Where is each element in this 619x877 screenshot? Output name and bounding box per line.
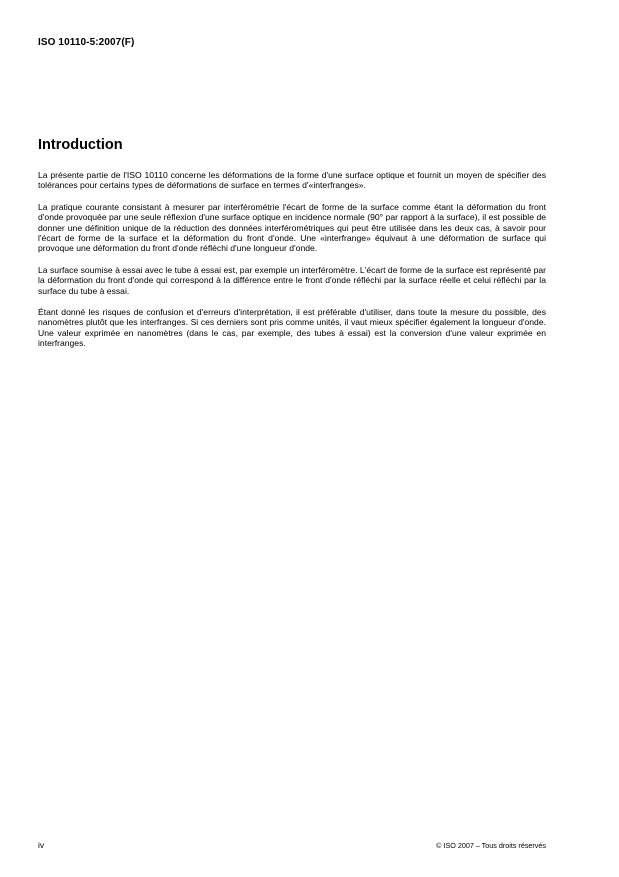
paragraph-1: La présente partie de l'ISO 10110 concerne les déformations de la forme d'une surface optique et fournit un moyen de spécifier des tolérances pour certains types de déformations de surface en termes d'«interfranges». (38, 170, 546, 191)
paragraph-2: La pratique courante consistant à mesurer par interférométrie l'écart de forme de la surface comme étant la déformation du front d'onde provoquée par une seule réflexion d'une surface optique en incidence normale (90° par rapport à la surface), il est possible de donner une définition unique de la réduction des données interférométriques qui peut être utilisée dans les deux cas, à savoir pour l'écart de forme de la surface et la déformation du front d'onde. Une «interfrange» équivaut à une déformation de surface qui provoque une déformation du front d'onde réfléchi d'une longueur d'onde. (38, 201, 546, 254)
introduction-body (38, 170, 546, 360)
paragraph-4: Étant donné les risques de confusion et d'erreurs d'interprétation, il est préférable d'utiliser, dans toute la mesure du possible, des nanomètres plutôt que les interfranges. Si ces derniers sont pris comme unités, il vaut mieux spécifier également la longueur d'onde. Une valeur exprimée en nanomètres (dans le cas, par exemple, des tubes à essai) est la conversion d'une valeur exprimée en interfranges. (38, 307, 546, 349)
document-id-header: ISO 10110-5:2007(F) (38, 37, 135, 48)
copyright-notice: © ISO 2007 – Tous droits réservés (436, 841, 546, 850)
page-number: iv (38, 840, 45, 850)
section-title: Introduction (38, 137, 123, 153)
paragraph-3: La surface soumise à essai avec le tube à essai est, par exemple un interféromètre. L'écart de forme de la surface est représenté par la déformation du front d'onde qui correspond à la différence entre le front d'onde réfléchi par la surface réelle et celui réfléchi par la surface du tube à essai. (38, 264, 546, 296)
